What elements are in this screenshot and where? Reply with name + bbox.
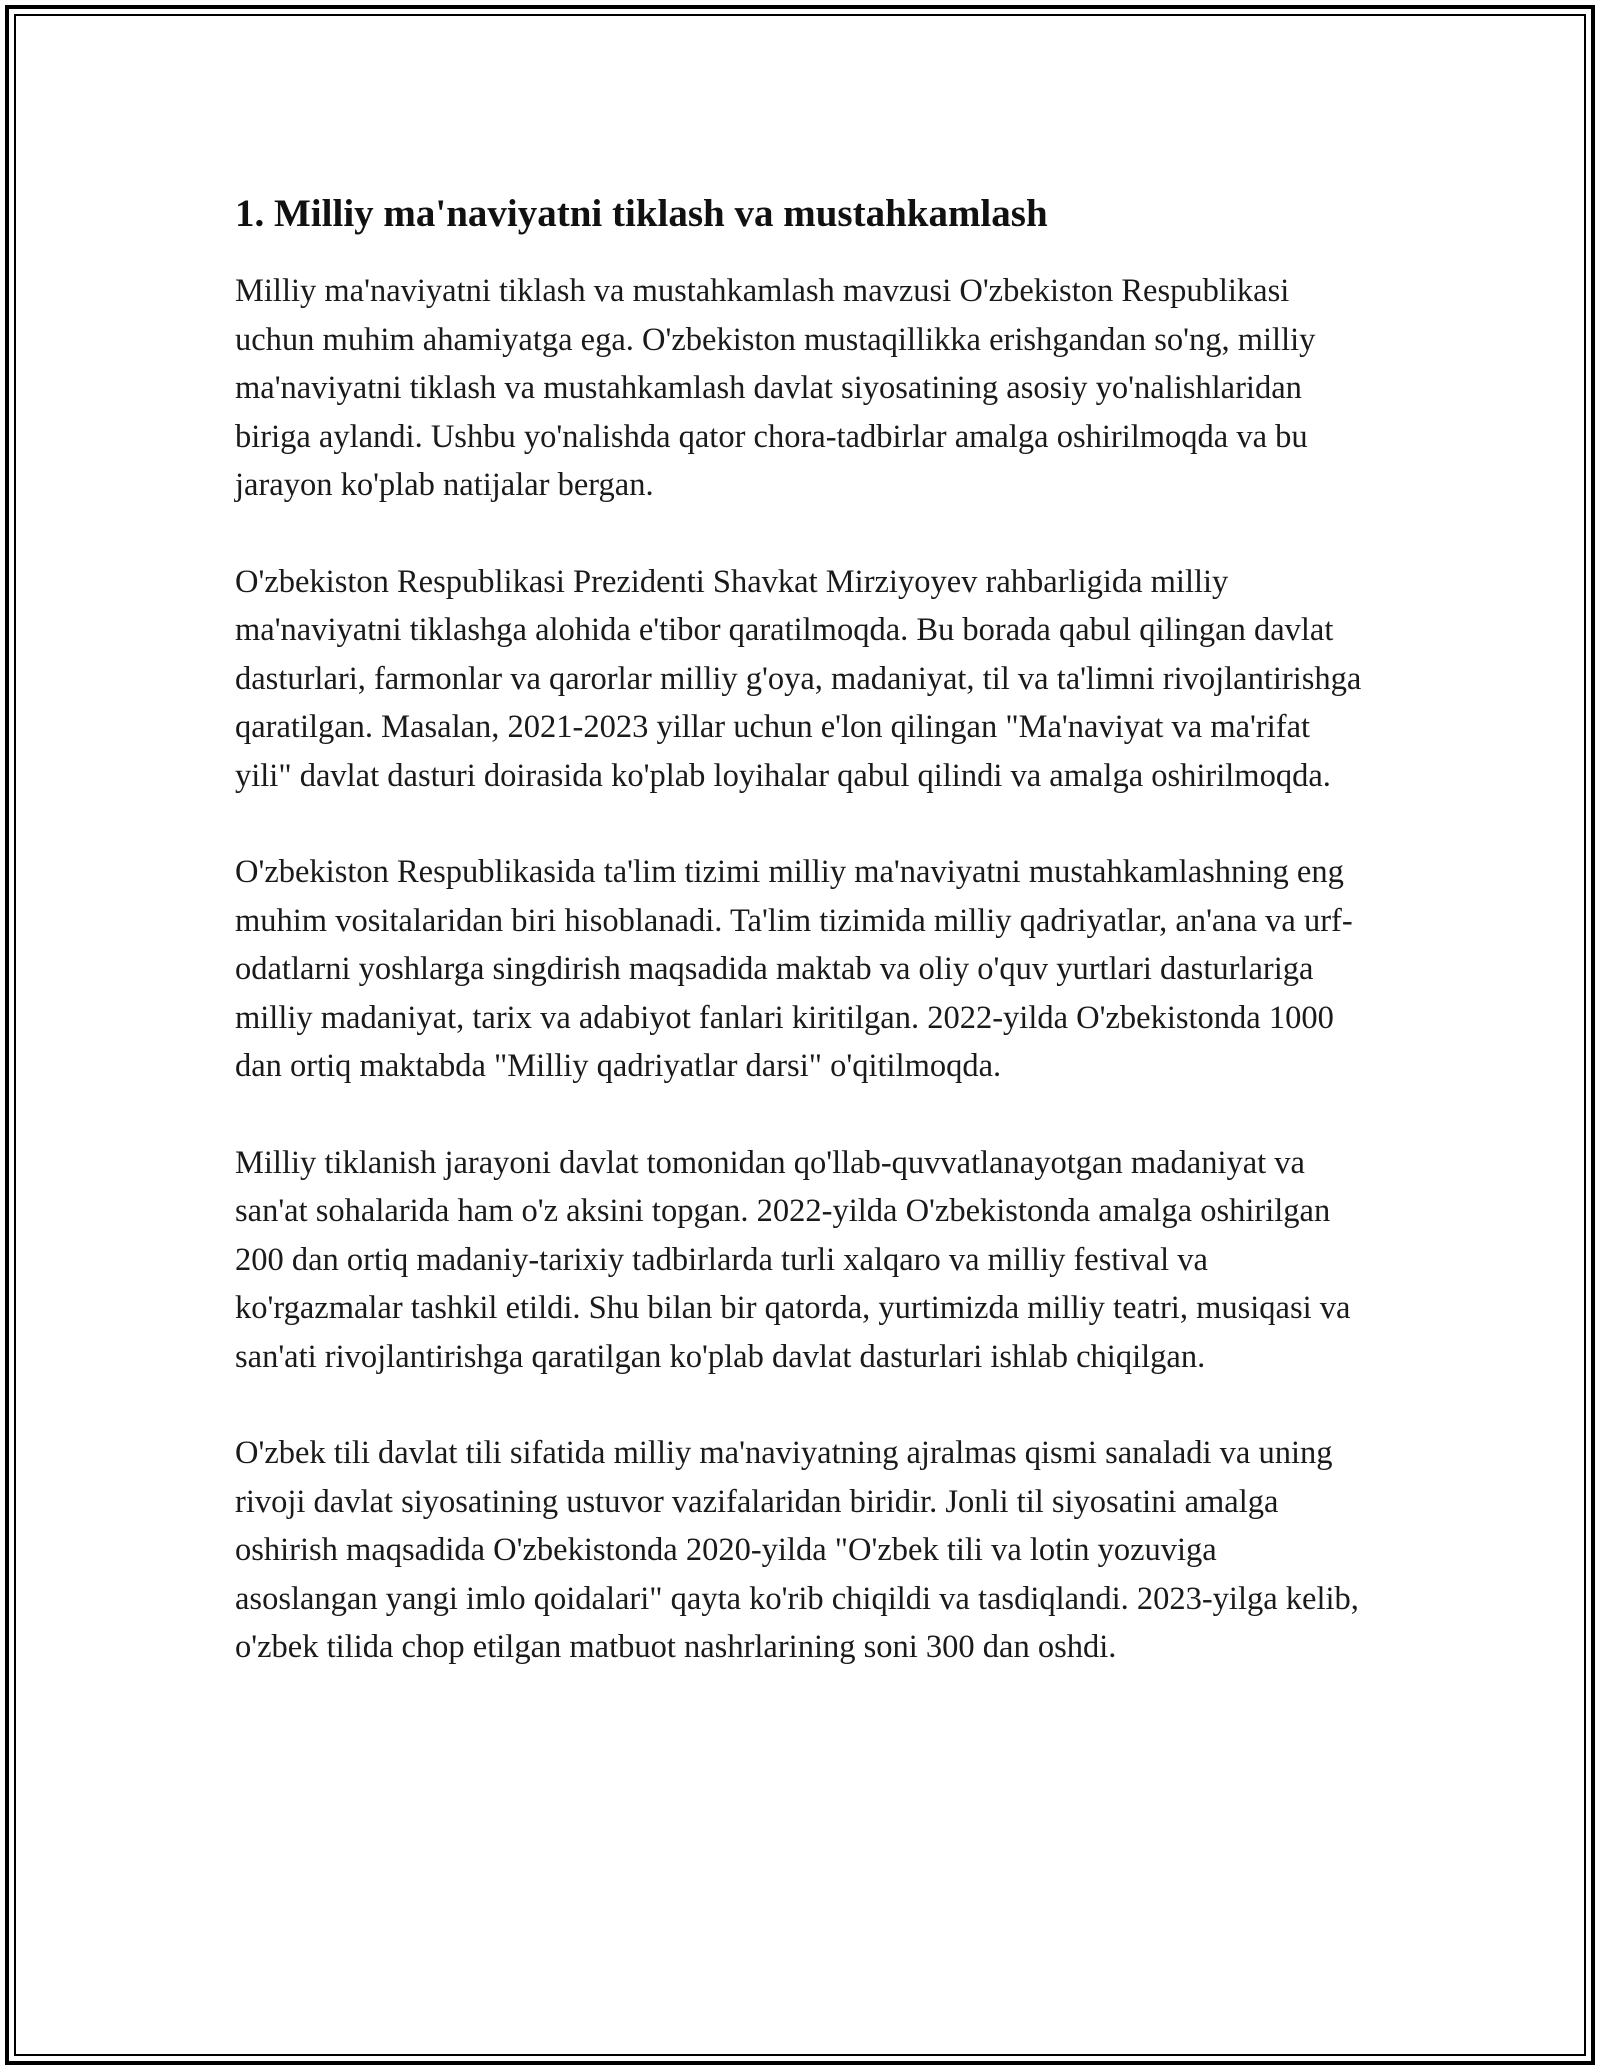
paragraph-5: O'zbek tili davlat tili sifatida milliy ma'naviyatning ajralmas qismi sanaladi va uning rivoji davlat siyosatining ustuvor vazifalaridan biridir. Jonli til siyosatini amalga oshirish maqsadida O'zbekistonda 2020-yilda "O'zbek tili va lotin yozuviga asoslangan yangi imlo qoidalari" qayta ko'rib chiqildi va tasdiqlandi. 2023-yilga kelib, o'zbek tilida chop etilgan matbuot nashrlarining soni 300 dan oshdi. (235, 1435, 1359, 1665)
paragraph-4: Milliy tiklanish jarayoni davlat tomonidan qo'llab-quvvatlanayotgan madaniyat va san'at sohalarida ham o'z aksini topgan. 2022-yilda O'zbekistonda amalga oshirilgan 200 dan ortiq madaniy-tarixiy tadbirlarda turli xalqaro va milliy festival va ko'rgazmalar tashkil etildi. Shu bilan bir qatorda, yurtimizda milliy teatri, musiqasi va san'ati rivojlantirishga qaratilgan ko'plab davlat dasturlari ishlab chiqilgan. (235, 1144, 1351, 1375)
paragraph-2: O'zbekiston Respublikasi Prezidenti Shavkat Mirziyoyev rahbarligida milliy ma'naviyatni tiklashga alohida e'tibor qaratilmoqda. Bu borada qabul qilingan davlat dasturlari, farmonlar va qarorlar milliy g'oya, madaniyat, til va ta'limni rivojlantirishga qaratilgan. Masalan, 2021-2023 yillar uchun e'lon qilingan "Ma'naviyat va ma'rifat yili" davlat dasturi doirasida ko'plab loyihalar qabul qilindi va amalga oshirilmoqda. (235, 563, 1362, 794)
document-body (235, 186, 1365, 1720)
section-title: 1. Milliy ma'naviyatni tiklash va mustahkamlash (235, 192, 1048, 235)
paragraph-3: O'zbekiston Respublikasida ta'lim tizimi milliy ma'naviyatni mustahkamlashning eng muhim vositalaridan biri hisoblanadi. Ta'lim tizimida milliy qadriyatlar, an'ana va urf-odatlarni yoshlarga singdirish maqsadida maktab va oliy o'quv yurtlari dasturlariga milliy madaniyat, tarix va adabiyot fanlari kiritilgan. 2022-yilda O'zbekistonda 1000 dan ortiq maktabda "Milliy qadriyatlar darsi" o'qitilmoqda. (235, 854, 1353, 1084)
paragraph-1: Milliy ma'naviyatni tiklash va mustahkamlash mavzusi O'zbekiston Respublikasi uchun muhim ahamiyatga ega. O'zbekiston mustaqillikka erishgandan so'ng, milliy ma'naviyatni tiklash va mustahkamlash davlat siyosatining asosiy yo'nalishlaridan biriga aylandi. Ushbu yo'nalishda qator chora-tadbirlar amalga oshirilmoqda va bu jarayon ko'plab natijalar bergan. (235, 273, 1316, 503)
